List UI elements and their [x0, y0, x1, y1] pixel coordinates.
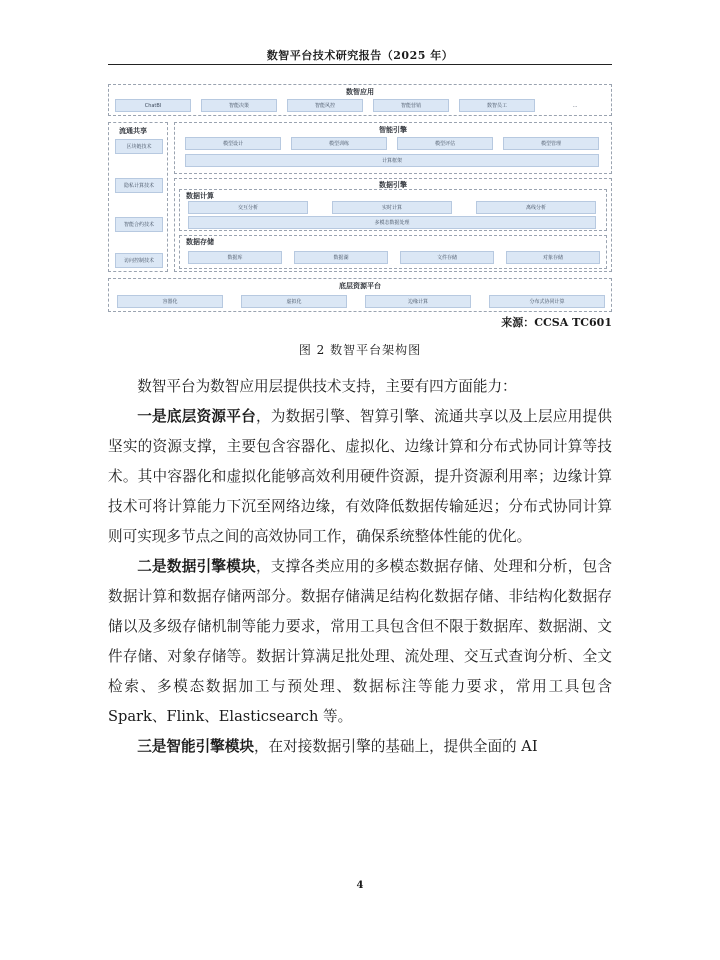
- header-rule: [108, 64, 612, 65]
- body-text: [108, 372, 612, 762]
- paragraph-intro: [108, 372, 612, 402]
- app-layer-title: 数智应用: [346, 88, 374, 96]
- sharing-box: [108, 122, 168, 272]
- data-engine-box: [174, 178, 612, 272]
- paragraph-ai-engine-text: ，在对接数据引擎的基础上，提供全面的 AI: [253, 738, 538, 755]
- paragraph-ai-engine: [108, 732, 612, 762]
- ai-engine-box: [174, 122, 612, 174]
- ai-chip-management: 模型管理: [503, 137, 599, 150]
- data-compute-box: [179, 189, 607, 231]
- resource-chip-virtualization: 虚拟化: [241, 295, 347, 308]
- sharing-chip-blockchain: 区块链技术: [115, 139, 163, 154]
- ai-chip-evaluation: 模型评估: [397, 137, 493, 150]
- ai-engine-title: 智能引擎: [379, 126, 407, 134]
- architecture-diagram: [108, 84, 612, 314]
- data-engine-title: 数据引擎: [379, 181, 407, 189]
- app-chip-decision: 智能决策: [201, 99, 277, 112]
- app-chip-risk: 智能风控: [287, 99, 363, 112]
- app-chip-more: ...: [572, 102, 578, 109]
- paragraph-resource-text: ，为数据引擎、智算引擎、流通共享以及上层应用提供坚实的资源支撑，主要包含容器化、虚拟化、边缘计算和分布式协同计算等技术。其中容器化和虚拟化能够高效利用硬件资源，提升资源利用率；边缘计算技术可将计算能力下沉至网络边缘，有效降低数据传输延迟；分布式协同计算则可实现多节点之间的高效协同工作，确保系统整体性能的优化。: [108, 408, 612, 545]
- paragraph-resource: [108, 402, 612, 552]
- resource-layer-title: 底层资源平台: [339, 282, 381, 290]
- data-storage-title: 数据存储: [186, 238, 214, 246]
- paragraph-data-engine-text: ，支撑各类应用的多模态数据存储、处理和分析，包含数据计算和数据存储两部分。数据存储满足结构化数据存储、非结构化数据存储以及多级存储机制等能力要求，常用工具包含但不限于数据库、数据湖、文件存储、对象存储等。数据计算满足批处理、流处理、交互式查询分析、全文检索、多模态数据加工与预处理、数据标注等能力要求，常用工具包含 Spark、Flink、Elasticsearch 等。: [108, 558, 612, 725]
- compute-chip-interactive: 交互分析: [188, 201, 308, 214]
- sharing-chip-access: 访问控制技术: [115, 253, 163, 268]
- paragraph-ai-engine-lead: 三是智能引擎模块: [137, 738, 254, 755]
- paragraph-intro-text: 数智平台为数智应用层提供技术支持，主要有四方面能力：: [137, 378, 517, 395]
- app-chip-marketing: 智能营销: [373, 99, 449, 112]
- app-chip-chatbi: ChatBI: [115, 99, 191, 112]
- compute-chip-multimodal: 多模态数据处理: [188, 216, 596, 229]
- ai-chip-training: 模型训练: [291, 137, 387, 150]
- paragraph-data-engine-lead: 二是数据引擎模块: [137, 558, 256, 575]
- data-compute-title: 数据计算: [186, 192, 214, 200]
- resource-chip-distributed: 分布式协同计算: [489, 295, 605, 308]
- data-storage-box: [179, 235, 607, 269]
- sharing-chip-privacy: 隐私计算技术: [115, 178, 163, 193]
- compute-chip-realtime: 实时计算: [332, 201, 452, 214]
- sharing-chip-contract: 智能合约技术: [115, 217, 163, 232]
- storage-chip-database: 数据库: [188, 251, 282, 264]
- resource-chip-container: 容器化: [117, 295, 223, 308]
- ai-chip-design: 模型设计: [185, 137, 281, 150]
- storage-chip-object: 对象存储: [506, 251, 600, 264]
- resource-chip-edge: 边缘计算: [365, 295, 471, 308]
- resource-layer-box: [108, 278, 612, 312]
- sharing-title: 流通共享: [119, 127, 147, 135]
- figure-caption: 图 2 数智平台架构图: [298, 343, 422, 357]
- app-chip-employee: 数智员工: [459, 99, 535, 112]
- paragraph-resource-lead: 一是底层资源平台: [137, 408, 256, 425]
- ai-chip-framework: 计算框架: [185, 154, 599, 167]
- app-layer-box: [108, 84, 612, 116]
- storage-chip-file: 文件存储: [400, 251, 494, 264]
- page-number: 4: [356, 880, 364, 891]
- paragraph-data-engine: [108, 552, 612, 732]
- storage-chip-datalake: 数据湖: [294, 251, 388, 264]
- running-header: 数智平台技术研究报告（2025 年）: [266, 49, 454, 62]
- compute-chip-offline: 离线分析: [476, 201, 596, 214]
- figure-source: 来源：CCSA TC601: [501, 316, 612, 329]
